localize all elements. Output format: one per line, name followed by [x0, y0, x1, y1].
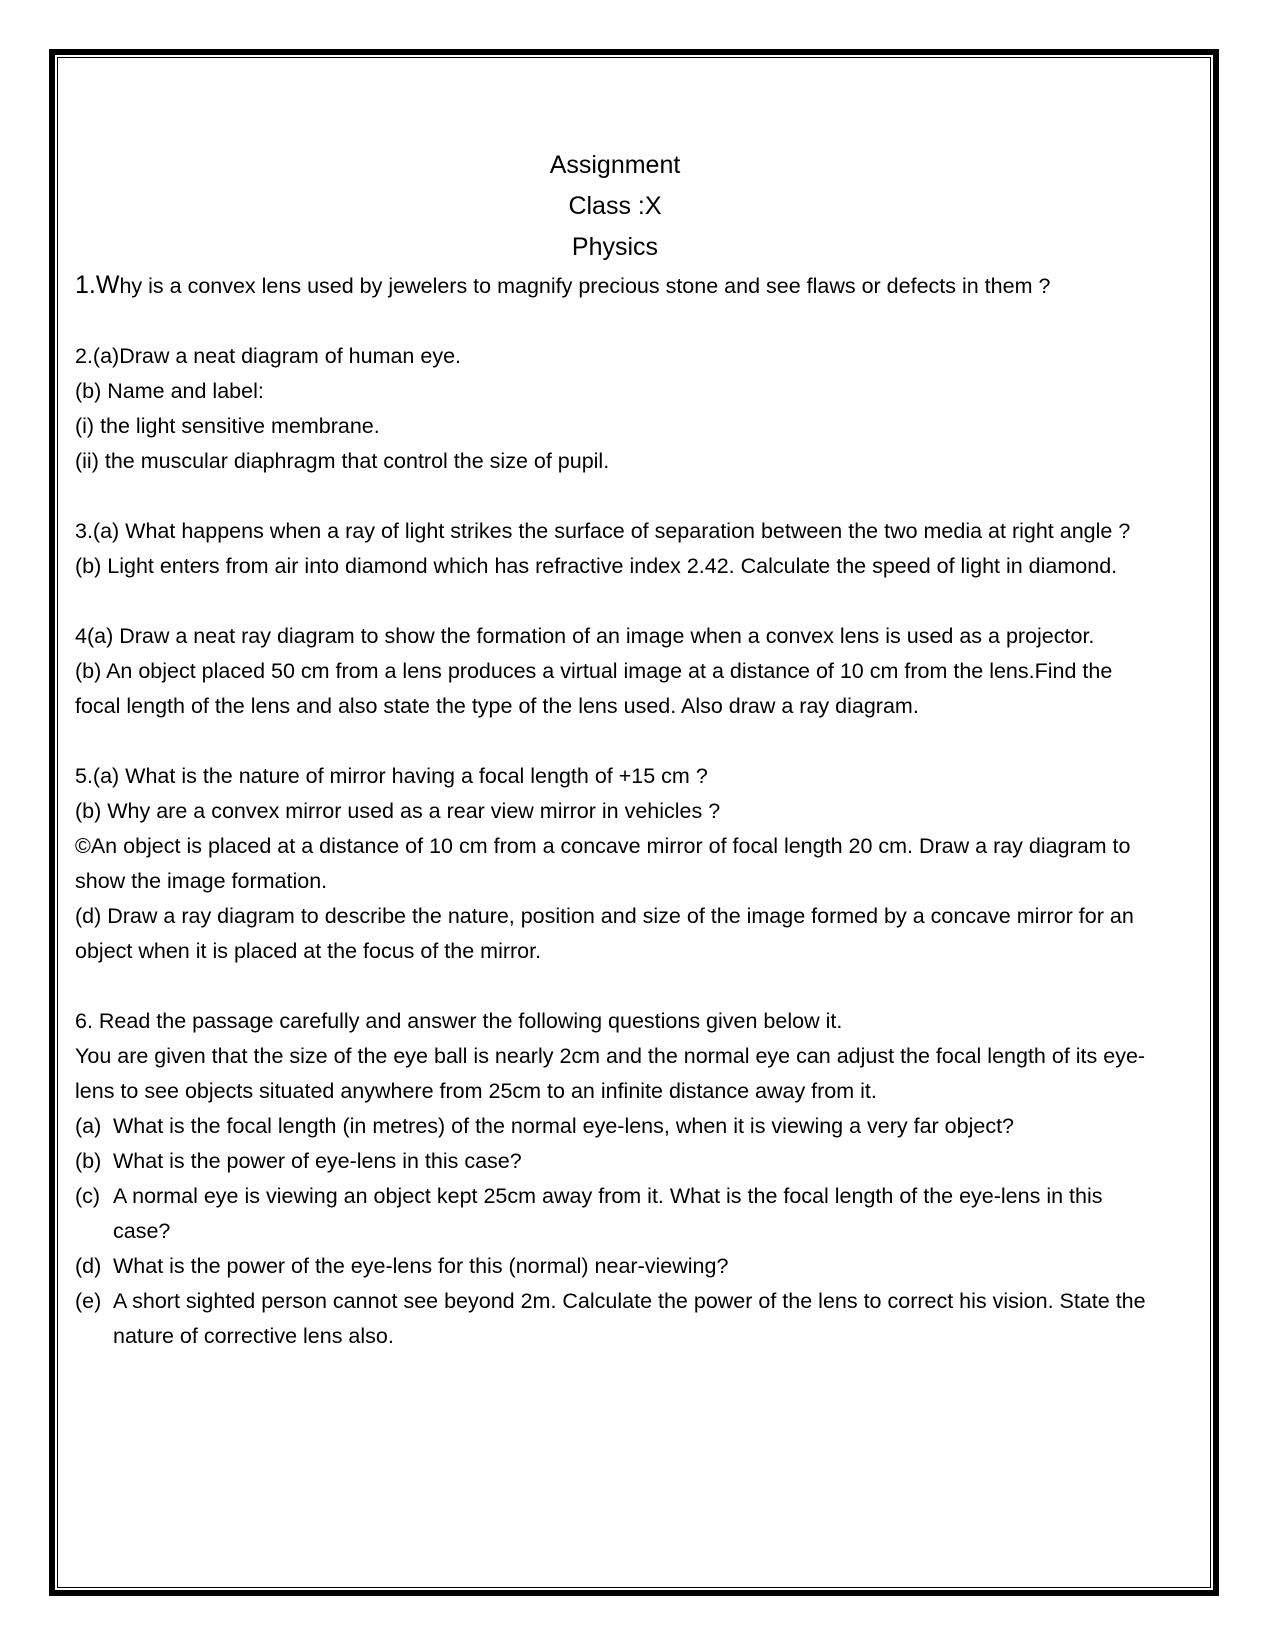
list-item-text: What is the power of the eye-lens for this (normal) near-viewing?	[113, 1254, 729, 1278]
list-item	[75, 1249, 1155, 1284]
list-item-label: (e)	[75, 1289, 102, 1313]
spacer	[75, 479, 1155, 514]
question-2b: (b) Name and label:	[75, 379, 264, 403]
list-item-label: (c)	[75, 1184, 101, 1208]
list-item	[75, 1109, 1155, 1144]
list-item-label: (a)	[75, 1114, 102, 1138]
list-item	[75, 1179, 1155, 1249]
doc-class: Class :X	[568, 192, 662, 220]
question-3b: (b) Light enters from air into diamond which has refractive index 2.42. Calculate the speed of light in diamond.	[75, 554, 1118, 578]
list-item	[75, 1284, 1155, 1354]
question-6-intro: 6. Read the passage carefully and answer the following questions given below it.	[75, 1009, 843, 1033]
question-2b-i: (i) the light sensitive membrane.	[75, 414, 380, 438]
list-item	[75, 1144, 1155, 1179]
question-4b: (b) An object placed 50 cm from a lens produces a virtual image at a distance of 10 cm from the lens.Find the focal length of the lens and also state the type of the lens used. Also draw a ray diagram.	[75, 659, 1113, 718]
question-5d: (d) Draw a ray diagram to describe the nature, position and size of the image formed by a concave mirror for an object when it is placed at the focus of the mirror.	[75, 904, 1134, 963]
question-5c: ©An object is placed at a distance of 10 cm from a concave mirror of focal length 20 cm. Draw a ray diagram to show the image formation.	[75, 834, 1131, 893]
question-6-passage: You are given that the size of the eye ball is nearly 2cm and the normal eye can adjust the focal length of its eye-lens to see objects situated anywhere from 25cm to an infinite distance away from it.	[75, 1044, 1146, 1103]
question-2b-ii: (ii) the muscular diaphragm that control the size of pupil.	[75, 449, 610, 473]
doc-subject: Physics	[571, 233, 659, 261]
list-item-label: (d)	[75, 1254, 102, 1278]
spacer	[75, 304, 1155, 339]
list-item-text: A short sighted person cannot see beyond 2m. Calculate the power of the lens to correct his vision. State the nature of corrective lens also.	[113, 1289, 1146, 1348]
question-1-number: 1.W	[75, 271, 120, 299]
question-4a: 4(a) Draw a neat ray diagram to show the formation of an image when a convex lens is used as a projector.	[75, 624, 1095, 648]
spacer	[75, 969, 1155, 1004]
question-5a: 5.(a) What is the nature of mirror having a focal length of +15 cm ?	[75, 764, 708, 788]
question-1-text: hy is a convex lens used by jewelers to magnify precious stone and see flaws or defects in them ?	[119, 274, 1051, 298]
spacer	[75, 584, 1155, 619]
question-2a: 2.(a)Draw a neat diagram of human eye.	[75, 344, 462, 368]
list-item-label: (b)	[75, 1149, 102, 1173]
question-5b: (b) Why are a convex mirror used as a rear view mirror in vehicles ?	[75, 799, 721, 823]
question-1	[75, 268, 1155, 304]
list-item-text: What is the focal length (in metres) of the normal eye-lens, when it is viewing a very far object?	[113, 1114, 1015, 1138]
spacer	[75, 724, 1155, 759]
list-item-text: A normal eye is viewing an object kept 25cm away from it. What is the focal length of the eye-lens in this case?	[113, 1184, 1103, 1243]
document-body	[75, 145, 1155, 1354]
list-item-text: What is the power of eye-lens in this case?	[113, 1149, 522, 1173]
question-3a: 3.(a) What happens when a ray of light strikes the surface of separation between the two media at right angle ?	[75, 519, 1131, 543]
doc-title: Assignment	[549, 151, 681, 179]
